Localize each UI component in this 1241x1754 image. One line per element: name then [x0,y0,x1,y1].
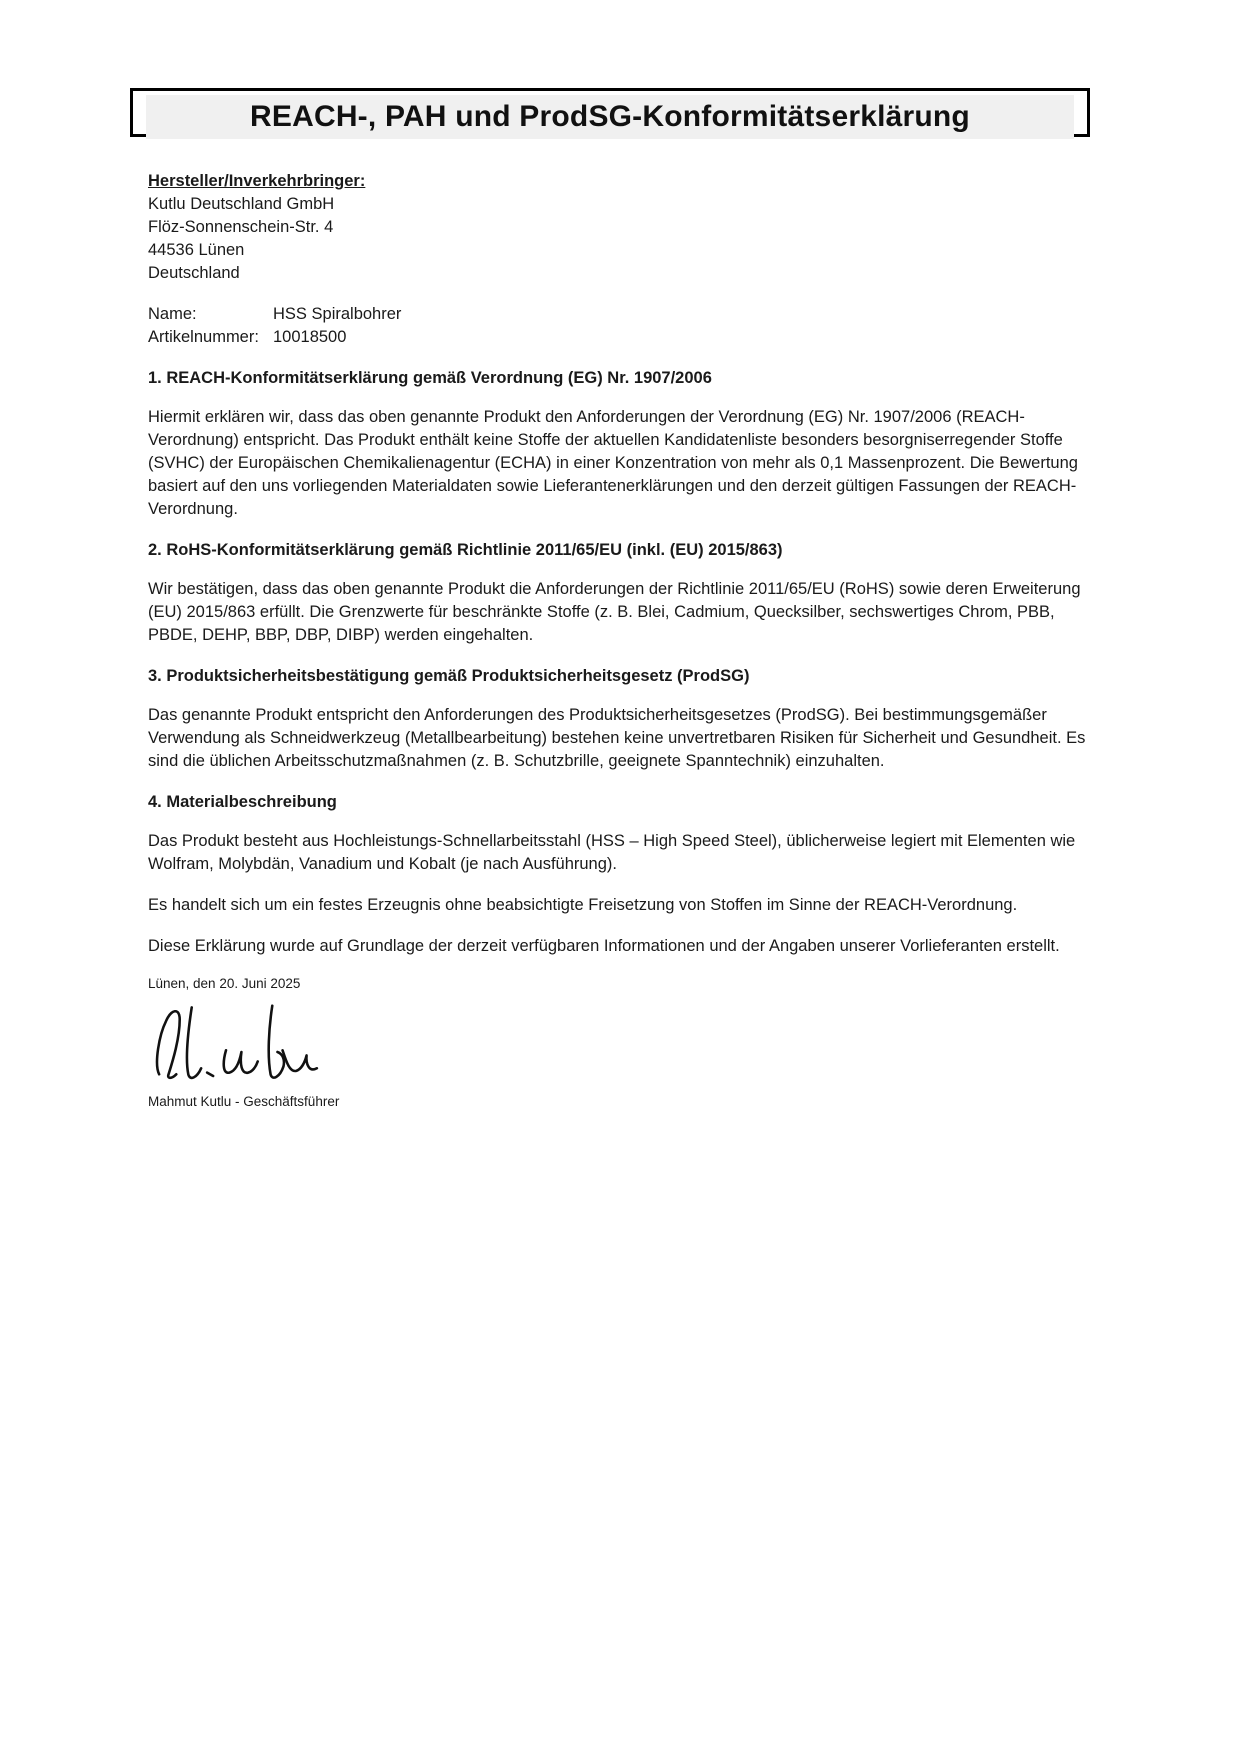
section-heading: 1. REACH-Konformitätserklärung gemäß Verordnung (EG) Nr. 1907/2006 [148,369,712,387]
section-heading: 3. Produktsicherheitsbestätigung gemäß Produktsicherheitsgesetz (ProdSG) [148,667,750,685]
signatory-name: Mahmut Kutlu - Geschäftsführer [148,1094,340,1109]
product-block [148,303,1090,349]
article-number-value: 10018500 [273,328,347,346]
manufacturer-line: 44536 Lünen [148,241,245,259]
manufacturer-line: Flöz-Sonnenschein-Str. 4 [148,218,334,236]
manufacturer-heading: Hersteller/Inverkehrbringer: [148,172,366,190]
signature-place-date: Lünen, den 20. Juni 2025 [148,976,301,991]
document-title: REACH-, PAH und ProdSG-Konformitätserklärung [250,100,970,133]
article-number-label: Artikelnummer: [148,328,259,346]
product-row [148,326,1090,349]
product-name-value: HSS Spiralbohrer [273,305,402,323]
manufacturer-line: Deutschland [148,264,240,282]
section-paragraph: Es handelt sich um ein festes Erzeugnis ohne beabsichtigte Freisetzung von Stoffen im Sinne der REACH-Verordnung. [148,896,1018,914]
handwritten-signature-icon [154,994,334,1086]
manufacturer-block [148,170,1090,285]
section-heading: 2. RoHS-Konformitätserklärung gemäß Richtlinie 2011/65/EU (inkl. (EU) 2015/863) [148,541,783,559]
section-paragraph: Hiermit erklären wir, dass das oben genannte Produkt den Anforderungen der Verordnung (EG) Nr. 1907/2006 (REACH-Verordnung) entspricht. Das Produkt enthält keine Stoffe der aktuellen Kandidatenliste besonders besorgniserregender Stoffe (SVHC) der Europäischen Chemikalienagentur (ECHA) in einer Konzentration von mehr als 0,1 Massenprozent. Die Bewertung basiert auf den uns vorliegenden Materialdaten sowie Lieferantenerklärungen und den derzeit gültigen Fassungen der REACH-Verordnung. [148,408,1078,518]
title-box [130,88,1090,137]
section-paragraph: Das genannte Produkt entspricht den Anforderungen des Produktsicherheitsgesetzes (ProdSG). Bei bestimmungsgemäßer Verwendung als Schneidwerkzeug (Metallbearbeitung) bestehen keine unvertretbaren Risiken für Sicherheit und Gesundheit. Es sind die üblichen Arbeitsschutzmaßnahmen (z. B. Schutzbrille, geeignete Spanntechnik) einzuhalten. [148,706,1086,770]
product-row [148,303,1090,326]
section-paragraph: Diese Erklärung wurde auf Grundlage der derzeit verfügbaren Informationen und der Angaben unserer Vorlieferanten erstellt. [148,937,1060,955]
manufacturer-line: Kutlu Deutschland GmbH [148,195,335,213]
section-heading: 4. Materialbeschreibung [148,793,337,811]
section-paragraph: Das Produkt besteht aus Hochleistungs-Schnellarbeitsstahl (HSS – High Speed Steel), üblicherweise legiert mit Elementen wie Wolfram, Molybdän, Vanadium und Kobalt (je nach Ausführung). [148,832,1076,873]
title-band [146,95,1074,139]
product-name-label: Name: [148,305,197,323]
section-paragraph: Wir bestätigen, dass das oben genannte Produkt die Anforderungen der Richtlinie 2011/65/EU (RoHS) sowie deren Erweiterung (EU) 2015/863 erfüllt. Die Grenzwerte für beschränkte Stoffe (z. B. Blei, Cadmium, Quecksilber, sechswertiges Chrom, PBB, PBDE, DEHP, BBP, DBP, DIBP) werden eingehalten. [148,580,1081,644]
